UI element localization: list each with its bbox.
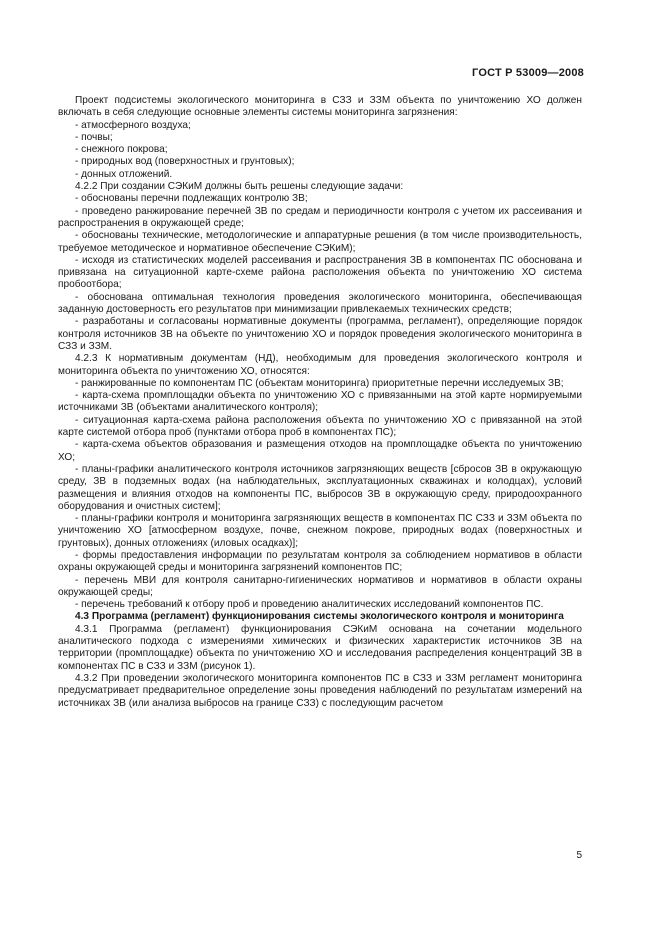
paragraph: - перечень требований к отбору проб и проведению аналитических исследований компонентов ПС. [75, 599, 544, 611]
paragraph: - исходя из статистических моделей рассеивания и распространения ЗВ в компонентах ПС обоснована и привязана на ситуационной карте-схеме района расположения объекта по уничтожению ХО система пробоотбора; [58, 254, 582, 291]
paragraph: 4.3.2 При проведении экологического мониторинга компонентов ПС в СЗЗ и ЗЗМ регламент мониторинга предусматривает предварительное определение зоны проведения наблюдений по результатам измерений на источниках ЗВ (или анализа выбросов на границе СЗЗ) с последующим расчетом [58, 672, 582, 709]
document-header-id: ГОСТ Р 53009—2008 [472, 67, 584, 79]
paragraph: - формы предоставления информации по результатам контроля за соблюдением нормативов в области охраны окружающей среды и мониторинга загрязнений компонентов ПС; [58, 549, 582, 574]
paragraph: - ситуационная карта-схема района расположения объекта по уничтожению ХО с привязанной на этой карте системой отбора проб (пунктами отбора проб в компонентах ПС); [58, 414, 582, 439]
paragraph: 4.2.2 При создании СЭКиМ должны быть решены следующие задачи: [75, 181, 404, 193]
paragraph: 4.3.1 Программа (регламент) функционирования СЭКиМ основана на сочетании модельного аналитического подхода с измерениями химических и физических характеристик источников ЗВ на территории (промплощадке) объекта по уничтожению ХО и исследования распределения концентраций ЗВ в компонентах ПС в СЗЗ и ЗЗМ (рисунок 1). [58, 623, 582, 672]
paragraph: - обоснованы перечни подлежащих контролю ЗВ; [75, 193, 308, 205]
list-item: - снежного покрова; [75, 144, 168, 156]
paragraph: - ранжированные по компонентам ПС (объектам мониторинга) приоритетные перечни исследуемых ЗВ; [75, 377, 564, 389]
list-item: - атмосферного воздуха; [75, 119, 191, 131]
paragraph: - разработаны и согласованы нормативные документы (программа, регламент), определяющие порядок контроля источников ЗВ на объекте по уничтожению ХО и порядок проведения экологического мониторинга в СЗЗ и ЗЗМ. [58, 316, 582, 352]
paragraph: - проведено ранжирование перечней ЗВ по средам и периодичности контроля с учетом их рассеивания и распространения в окружающей среде; [58, 205, 582, 229]
paragraph: - планы-графики контроля и мониторинга загрязняющих веществ в компонентах ПС СЗЗ и ЗЗМ объекта по уничтожению ХО [атмосферном воздухе, почве, снежном покрове, природных водах (поверхностных и грунтовых), донных отложениях (иловых осадках)]; [58, 513, 582, 549]
list-item: - донных отложений. [75, 168, 173, 180]
section-heading: 4.3 Программа (регламент) функционирования системы экологического контроля и мониторинга [75, 611, 564, 623]
document-body [58, 95, 582, 710]
paragraph: - карта-схема объектов образования и размещения отходов на промплощадке объекта по уничтожению ХО; [58, 439, 582, 463]
paragraph: - обоснованы технические, методологические и аппаратурные решения (в том числе производительность, требуемое методическое и нормативное обеспечение СЭКиМ); [58, 230, 582, 254]
list-item: - природных вод (поверхностных и грунтовых); [75, 156, 295, 168]
paragraph: - обоснована оптимальная технология проведения экологического мониторинга, обеспечивающая заданную достоверность его результатов при минимизации привлекаемых технических средств; [58, 291, 582, 316]
paragraph: Проект подсистемы экологического мониторинга в СЗЗ и ЗЗМ объекта по уничтожению ХО должен включать в себя следующие основные элементы системы мониторинга загрязнения: [58, 95, 582, 119]
list-item: - почвы; [75, 131, 113, 143]
paragraph: - планы-графики аналитического контроля источников загрязняющих веществ [сбросов ЗВ в окружающую среду, ЗВ в подземных водах (на наблюдательных, эксплуатационных скважинах и колодцах), условий размещения и влияния отходов на компоненты ПС, выбросов ЗВ в окружающую среду, природоохранного оборудования и очистных систем]; [58, 463, 582, 512]
paragraph: - карта-схема промплощадки объекта по уничтожению ХО с привязанными на этой карте нормируемыми источниками ЗВ (объектами аналитического контроля); [58, 390, 582, 414]
paragraph: - перечень МВИ для контроля санитарно-гигиенических нормативов и нормативов в области охраны окружающей среды; [58, 574, 582, 598]
page-number: 5 [576, 850, 582, 861]
paragraph: 4.2.3 К нормативным документам (НД), необходимым для проведения экологического контроля и мониторинга объекта по уничтожению ХО, относятся: [58, 353, 582, 377]
